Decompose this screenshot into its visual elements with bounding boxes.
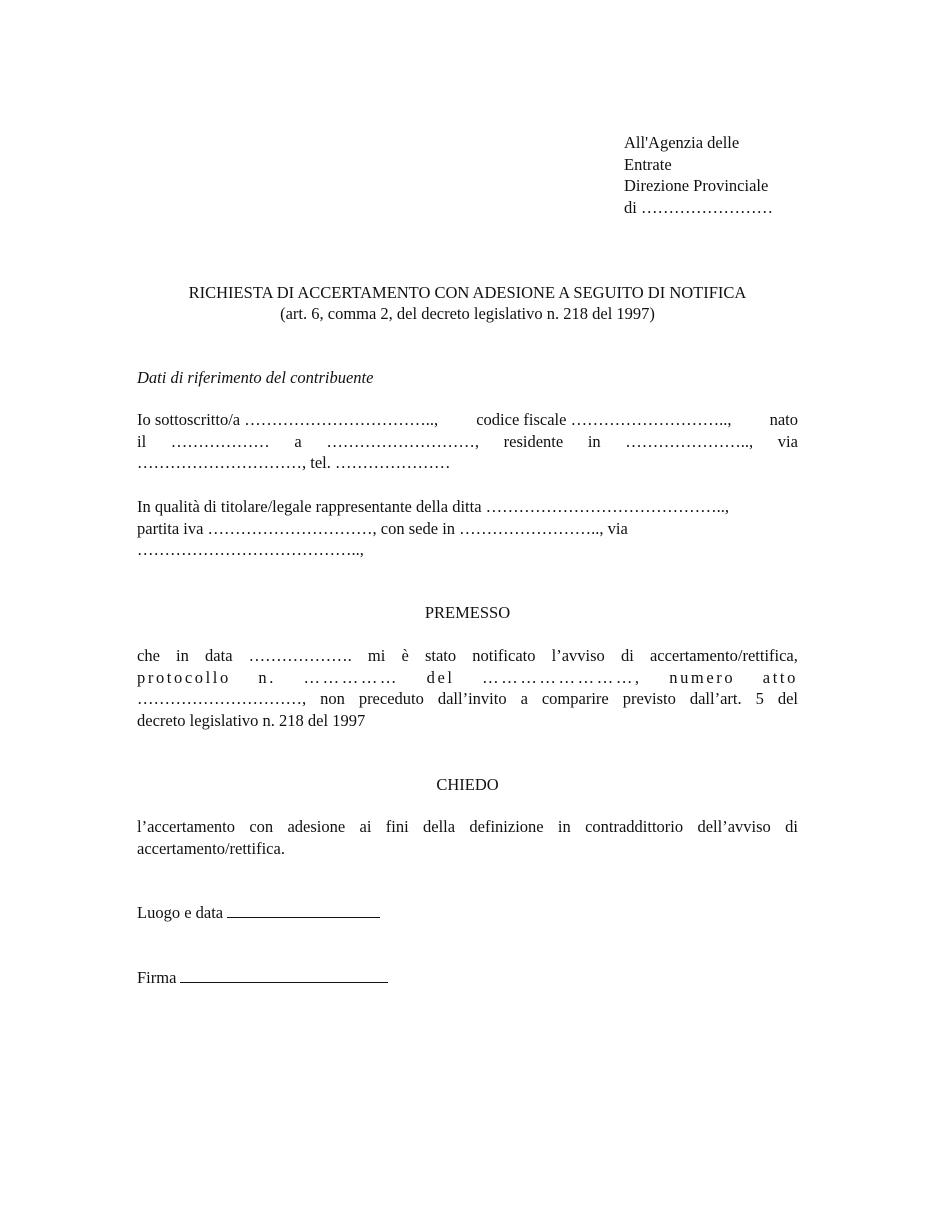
text-segment: ……………….	[248, 646, 352, 665]
paragraph-line: decreto legislativo n. 218 del 1997	[137, 710, 366, 730]
paragraph-line: …………………………, tel. …………………	[137, 453, 451, 472]
text-segment: a	[520, 689, 528, 708]
text-segment: codice fiscale ………………………..,	[476, 410, 732, 429]
text-segment: dall’art.	[689, 689, 742, 708]
taxpayer-paragraph	[137, 409, 798, 474]
text-segment: protocollo	[137, 667, 231, 687]
text-segment: l’accertamento	[137, 817, 236, 836]
text-segment: del	[777, 689, 798, 708]
chiedo-heading: CHIEDO	[436, 775, 499, 794]
text-segment: numero	[669, 667, 736, 687]
text-segment: previsto	[622, 689, 676, 708]
text-segment: in	[587, 431, 601, 451]
text-segment: che	[137, 646, 160, 665]
addressee-block	[624, 132, 773, 218]
text-segment: …………………..,	[625, 431, 754, 451]
addressee-line: di ……………………	[624, 197, 773, 217]
place-date-row	[137, 902, 380, 923]
text-segment: nato	[769, 410, 798, 429]
text-segment: adesione	[287, 817, 346, 836]
paragraph-line: In qualità di titolare/legale rappresentante della ditta ……………………………………..,	[137, 497, 730, 516]
text-segment: 5	[755, 689, 764, 708]
text-segment: ……………	[303, 667, 400, 687]
text-segment: in	[176, 646, 189, 665]
text-segment: …………………………,	[137, 689, 307, 708]
premesso-paragraph	[137, 645, 798, 731]
addressee-line: Direzione Provinciale	[624, 176, 769, 195]
addressee-line: Entrate	[624, 154, 672, 174]
paragraph-line: accertamento/rettifica.	[137, 838, 285, 858]
text-segment: con	[249, 817, 274, 836]
text-segment: ai	[359, 817, 372, 836]
place-date-field[interactable]	[227, 903, 380, 918]
text-segment: dell’avviso	[697, 817, 771, 836]
paragraph-line	[137, 816, 798, 838]
text-segment: di	[620, 646, 634, 665]
text-segment: data	[205, 646, 233, 665]
text-segment: dall’invito	[437, 689, 507, 708]
chiedo-paragraph	[137, 816, 798, 859]
signature-field[interactable]	[180, 968, 388, 983]
signature-label: Firma	[137, 968, 177, 987]
taxpayer-section-heading: Dati di riferimento del contribuente	[137, 368, 374, 387]
place-date-label: Luogo e data	[137, 903, 224, 922]
text-segment: accertamento/rettifica,	[649, 646, 798, 665]
document-title: RICHIESTA DI ACCERTAMENTO CON ADESIONE A SEGUITO DI NOTIFICA	[188, 283, 747, 302]
text-segment: stato	[424, 646, 457, 665]
text-segment: Io sottoscritto/a ……………………………..,	[137, 410, 439, 429]
paragraph-line: partita iva …………………………, con sede in …………………….., via	[137, 518, 628, 538]
text-segment: ………………	[170, 431, 270, 451]
text-segment: definizione	[469, 817, 544, 836]
text-segment: mi	[367, 646, 386, 665]
text-segment: n.	[258, 667, 276, 687]
text-segment: fini	[385, 817, 409, 836]
text-segment: contraddittorio	[585, 817, 684, 836]
text-segment: ………………………,	[326, 431, 479, 451]
text-segment: a	[294, 431, 302, 451]
addressee-line: All'Agenzia delle	[624, 133, 740, 152]
text-segment: non	[320, 689, 345, 708]
text-segment: comparire	[541, 689, 609, 708]
text-segment: via	[777, 431, 798, 451]
text-segment: preceduto	[358, 689, 424, 708]
text-segment: è	[401, 646, 409, 665]
paragraph-line: …………………………………..,	[137, 540, 364, 559]
text-segment: il	[137, 431, 147, 451]
premesso-heading: PREMESSO	[424, 603, 511, 622]
text-segment: ……………………,	[482, 667, 642, 687]
signature-row	[137, 967, 388, 988]
paragraph-line	[137, 688, 798, 710]
text-segment: notificato	[472, 646, 536, 665]
text-segment: residente	[503, 431, 564, 451]
text-segment: atto	[762, 667, 798, 687]
text-segment: della	[423, 817, 456, 836]
text-segment: in	[557, 817, 571, 836]
paragraph-line	[137, 645, 798, 667]
text-segment: del	[426, 667, 455, 687]
text-segment: di	[785, 817, 798, 836]
company-paragraph	[137, 496, 798, 561]
paragraph-line	[137, 409, 798, 431]
paragraph-line	[137, 431, 798, 453]
text-segment: l’avviso	[551, 646, 605, 665]
document-subtitle: (art. 6, comma 2, del decreto legislativo n. 218 del 1997)	[280, 304, 655, 323]
paragraph-line	[137, 667, 798, 689]
